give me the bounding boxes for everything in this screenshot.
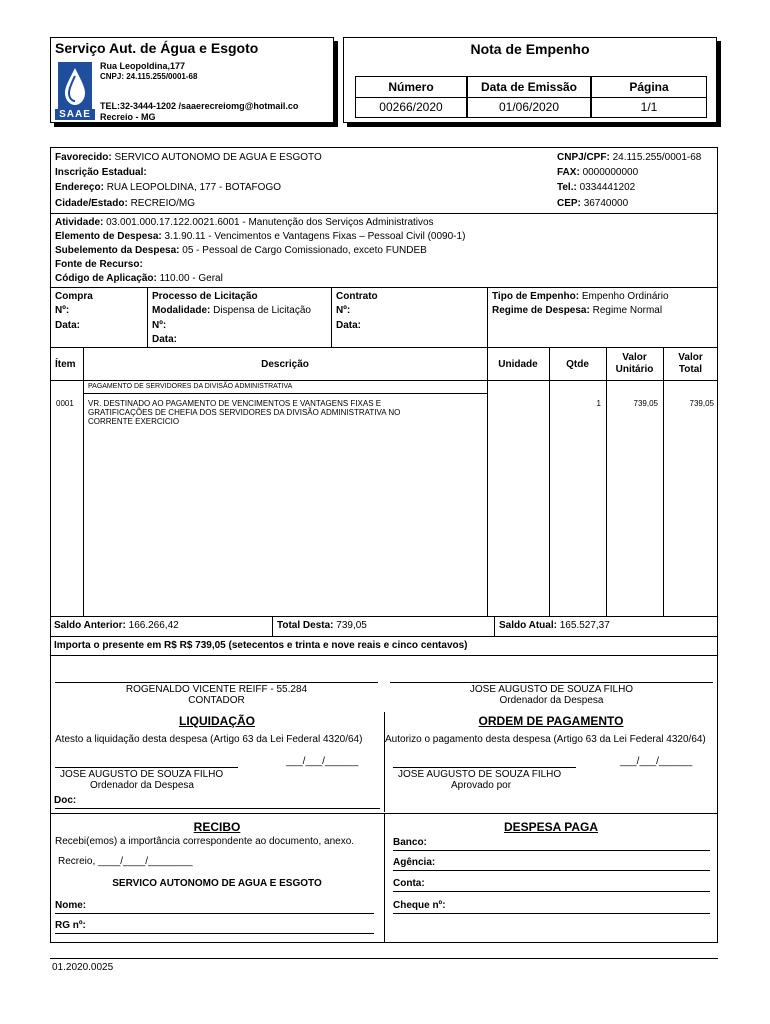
- ordenador-name: JOSE AUGUSTO DE SOUZA FILHO: [469, 684, 634, 695]
- liquidacao-text: Atesto a liquidação desta despesa (Artigo 63 da Lei Federal 4320/64): [55, 734, 363, 745]
- modalidade-line: Modalidade: Dispensa de Licitação: [152, 305, 311, 316]
- recibo-rg: RG nº:: [55, 920, 86, 931]
- regime-line: Regime de Despesa: Regime Normal: [492, 305, 663, 316]
- numero-value: 00266/2020: [379, 100, 443, 114]
- tipo-line: Tipo de Empenho: Empenho Ordinário: [492, 291, 669, 302]
- recibo-nome: Nome:: [55, 900, 87, 911]
- subelemento-line: Subelemento da Despesa: 05 - Pessoal de Cargo Comissionado, exceto FUNDEB: [55, 245, 427, 256]
- row-unit: 739,05: [633, 399, 658, 408]
- liquidacao-name: JOSE AUGUSTO DE SOUZA FILHO: [60, 769, 224, 780]
- col-valor-total-2: Total: [678, 364, 703, 375]
- endereco-line: Endereço: RUA LEOPOLDINA, 177 - BOTAFOGO: [55, 182, 281, 193]
- col-valor-unit-2: Unitário: [615, 364, 654, 375]
- conta-label: Conta:: [393, 878, 425, 889]
- doc-title: Nota de Empenho: [470, 41, 590, 57]
- org-tel: TEL:32-3444-1202 /saaerecreiomg@hotmail.co: [100, 101, 299, 111]
- col-qtde: Qtde: [566, 359, 589, 370]
- contrato-no-label: Nº:: [336, 305, 351, 316]
- row-qtde: 1: [596, 399, 601, 408]
- numero-label: Número: [388, 80, 434, 94]
- ordenador-role: Ordenador da Despesa: [499, 695, 604, 706]
- logo-text: SAAE: [55, 109, 95, 120]
- org-cnpj: CNPJ: 24.115.255/0001-68: [100, 72, 198, 81]
- org-address: Rua Leopoldina,177: [100, 61, 186, 71]
- agencia-label: Agência:: [393, 857, 436, 868]
- despesa-paga-title: DESPESA PAGA: [503, 820, 599, 834]
- liquidacao-doc: Doc:: [54, 795, 77, 806]
- recibo-title: RECIBO: [193, 820, 241, 834]
- recibo-recreio: Recreio, ____/____/________: [58, 856, 193, 867]
- liquidacao-role: Ordenador da Despesa: [90, 780, 194, 791]
- cheque-label: Cheque nº:: [393, 900, 446, 911]
- compra-label: Compra: [55, 291, 93, 302]
- processo-data-label: Data:: [152, 334, 178, 345]
- col-unidade: Unidade: [498, 359, 538, 370]
- footer-code: 01.2020.0025: [52, 962, 114, 973]
- contador-name: ROGENALDO VICENTE REIFF - 55.284: [125, 684, 308, 695]
- inscricao-label: Inscrição Estadual:: [55, 167, 147, 178]
- row-desc-3: CORRENTE EXERCICIO: [88, 417, 180, 426]
- favorecido-line: Favorecido: SERVICO AUTONOMO DE AGUA E ESGOTO: [55, 152, 322, 163]
- row-total: 739,05: [689, 399, 714, 408]
- col-desc: Descrição: [261, 359, 309, 370]
- importa-text: Importa o presente em R$ R$ 739,05 (setecentos e trinta e nove reais e cinco centavos): [54, 640, 468, 651]
- contador-role: CONTADOR: [188, 695, 245, 706]
- cnpj-line: CNPJ/CPF: 24.115.255/0001-68: [557, 152, 702, 163]
- total-desta: Total Desta: 739,05: [277, 620, 367, 631]
- saae-logo: [55, 60, 95, 120]
- compra-no-label: Nº:: [55, 305, 70, 316]
- elemento-line: Elemento de Despesa: 3.1.90.11 - Vencimentos e Vantagens Fixas – Pessoal Civil (0090-1): [55, 231, 466, 242]
- tel-line: Tel.: 0334441202: [557, 182, 636, 193]
- cep-line: CEP: 36740000: [557, 198, 629, 209]
- codigo-line: Código de Aplicação: 110.00 - Geral: [55, 273, 223, 284]
- org-name: Serviço Aut. de Água e Esgoto: [55, 40, 259, 56]
- row-desc-2: GRATIFICAÇÕES DE CHEFIA DOS SERVIDORES DA DIVISÃO ADMINISTRATIVA NO: [88, 408, 401, 417]
- ordem-name: JOSE AUGUSTO DE SOUZA FILHO: [398, 769, 562, 780]
- ordem-text: Autorizo o pagamento desta despesa (Artigo 63 da Lei Federal 4320/64): [385, 734, 706, 745]
- recibo-org: SERVICO AUTONOMO DE AGUA E ESGOTO: [112, 878, 322, 889]
- row-item: 0001: [56, 399, 74, 408]
- ordem-role: Aprovado por: [451, 780, 512, 791]
- data-label: Data de Emissão: [480, 80, 578, 94]
- fax-line: FAX: 0000000000: [557, 167, 639, 178]
- ordem-title: ORDEM DE PAGAMENTO: [478, 714, 624, 728]
- col-valor-unit-1: Valor: [622, 352, 647, 363]
- pagina-label: Página: [629, 80, 669, 94]
- col-item: Ítem: [55, 359, 76, 370]
- processo-no-label: Nº:: [152, 320, 167, 331]
- ordem-date: ___/___/______: [620, 756, 693, 767]
- atividade-line: Atividade: 03.001.000.17.122.0021.6001 - Manutenção dos Serviços Administrativos: [55, 217, 434, 228]
- group-header: PAGAMENTO DE SERVIDORES DA DIVISÃO ADMINISTRATIVA: [88, 383, 293, 390]
- banco-label: Banco:: [393, 837, 427, 848]
- pagina-value: 1/1: [640, 100, 658, 114]
- liquidacao-date: ___/___/______: [286, 756, 359, 767]
- saldo-atual: Saldo Atual: 165.527,37: [499, 620, 610, 631]
- cidade-line: Cidade/Estado: RECREIO/MG: [55, 198, 196, 209]
- liquidacao-title: LIQUIDAÇÃO: [179, 714, 255, 728]
- row-desc-1: VR. DESTINADO AO PAGAMENTO DE VENCIMENTOS E VANTAGENS FIXAS E: [88, 399, 382, 408]
- saldo-anterior: Saldo Anterior: 166.266,42: [54, 620, 179, 631]
- fonte-label: Fonte de Recurso:: [55, 259, 143, 270]
- processo-label: Processo de Licitação: [152, 291, 258, 302]
- compra-data-label: Data:: [55, 320, 81, 331]
- data-value: 01/06/2020: [498, 100, 560, 114]
- col-valor-total-1: Valor: [678, 352, 703, 363]
- contrato-data-label: Data:: [336, 320, 362, 331]
- contrato-label: Contrato: [336, 291, 378, 302]
- org-city: Recreio - MG: [100, 112, 156, 122]
- recibo-text: Recebi(emos) a importância correspondente ao documento, anexo.: [55, 836, 355, 847]
